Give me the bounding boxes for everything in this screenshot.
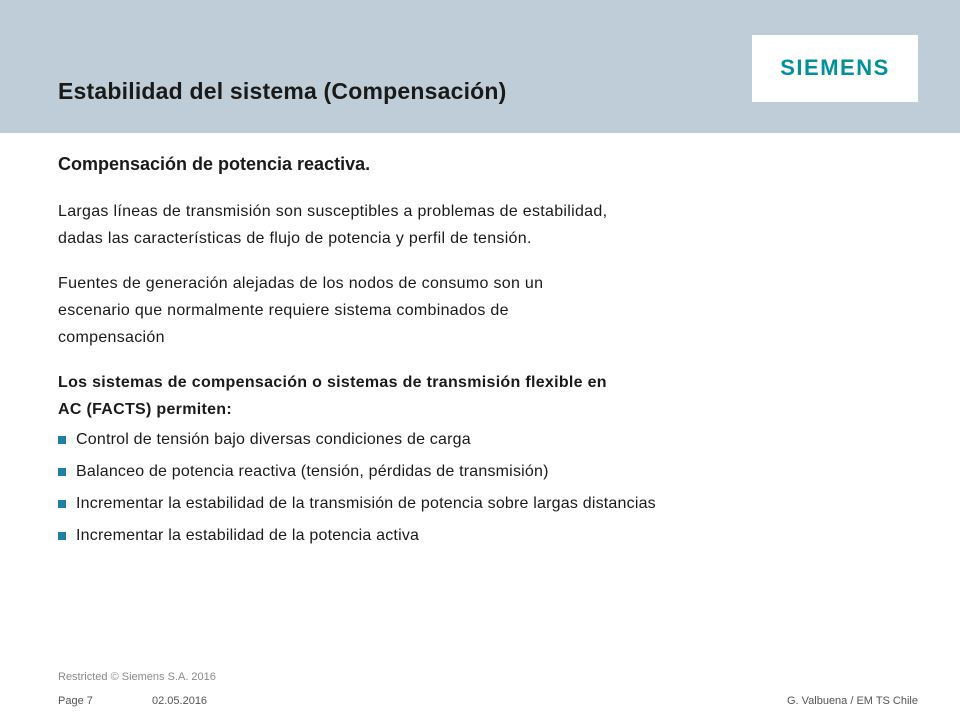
paragraph-line: AC (FACTS) permiten:	[58, 401, 232, 418]
list-item-text: Incrementar la estabilidad de la potencia activa	[76, 527, 420, 544]
paragraph-line: Fuentes de generación alejadas de los nodos de consumo son un	[58, 275, 544, 292]
square-bullet-icon	[58, 532, 66, 540]
paragraph-line: dadas las características de flujo de potencia y perfil de tensión.	[58, 230, 532, 247]
list-item	[58, 429, 766, 451]
square-bullet-icon	[58, 500, 66, 508]
logo-text: SIEMENS	[780, 55, 890, 80]
list-item	[58, 525, 766, 547]
siemens-logo	[752, 35, 918, 102]
paragraph-line: compensación	[58, 329, 165, 346]
list-item-text: Control de tensión bajo diversas condiciones de carga	[76, 431, 471, 448]
list-item	[58, 461, 766, 483]
paragraph-line: Los sistemas de compensación o sistemas de transmisión flexible en	[58, 374, 607, 391]
paragraph-line: escenario que normalmente requiere sistema combinados de	[58, 302, 509, 319]
square-bullet-icon	[58, 468, 66, 476]
footer-date: 02.05.2016	[152, 695, 208, 707]
slide-content	[58, 150, 818, 557]
section-subtitle: Compensación de potencia reactiva.	[58, 154, 371, 174]
paragraph-line: Largas líneas de transmisión son susceptibles a problemas de estabilidad,	[58, 203, 608, 220]
footer-author: G. Valbuena / EM TS Chile	[786, 695, 918, 707]
list-item-text: Incrementar la estabilidad de la transmisión de potencia sobre largas distancias	[76, 495, 656, 512]
footer-restricted: Restricted © Siemens S.A. 2016	[58, 671, 216, 683]
list-item-text: Balanceo de potencia reactiva (tensión, pérdidas de transmisión)	[76, 463, 549, 480]
benefits-list	[58, 429, 818, 547]
square-bullet-icon	[58, 436, 66, 444]
paragraph-generation-sources	[58, 270, 818, 351]
paragraph-facts-intro	[58, 369, 818, 423]
paragraph-transmission-lines	[58, 198, 818, 252]
list-item	[58, 493, 766, 515]
footer-page-number: Page 7	[58, 695, 93, 707]
slide-title: Estabilidad del sistema (Compensación)	[58, 78, 507, 104]
